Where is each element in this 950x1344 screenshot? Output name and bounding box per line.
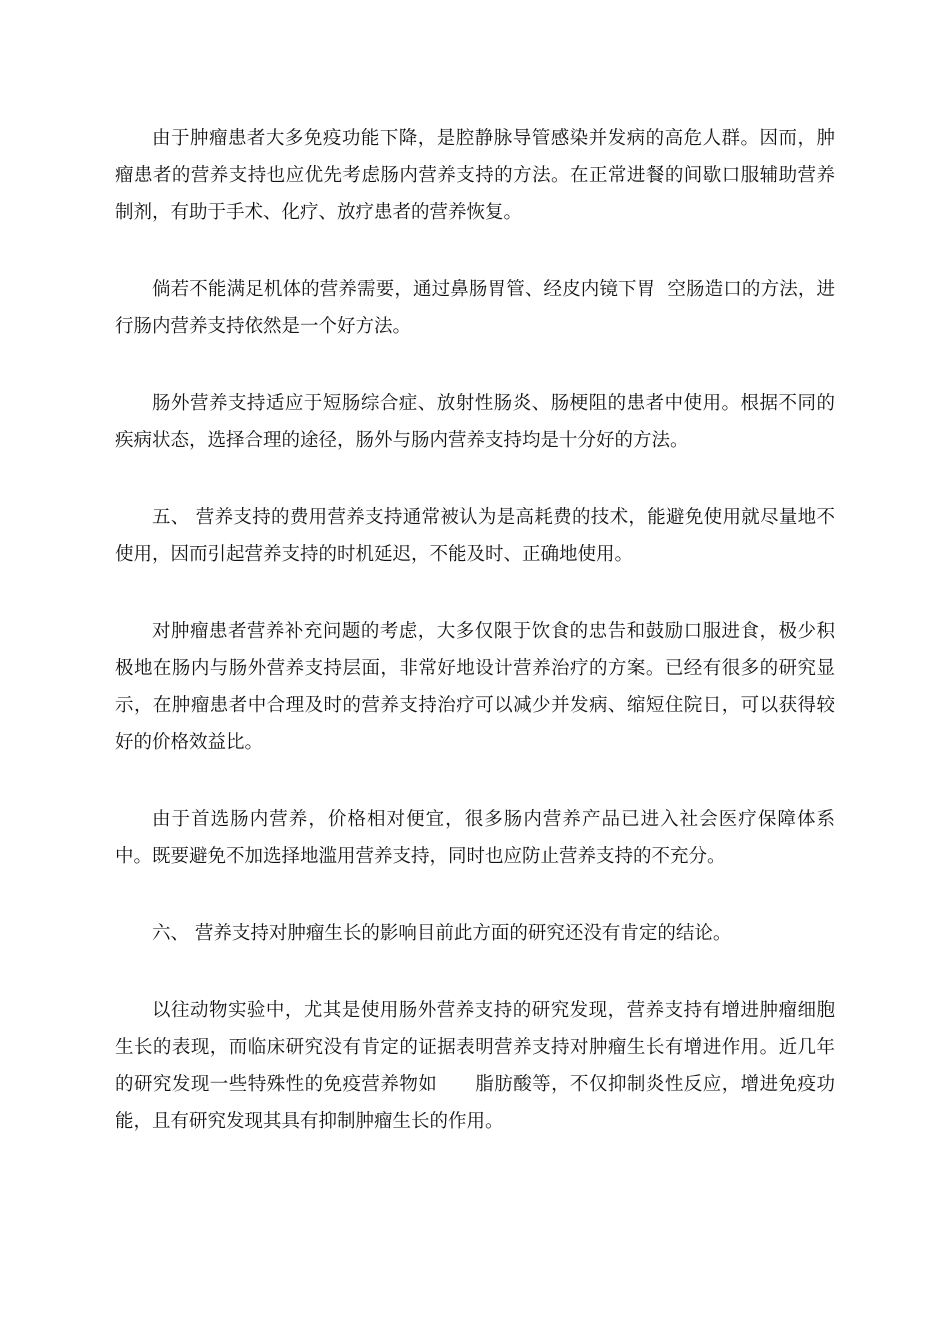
paragraph-gap (115, 459, 835, 499)
paragraph-gap (115, 952, 835, 992)
paragraph-gap (115, 875, 835, 915)
document-body (115, 120, 835, 1140)
paragraph-research: 以往动物实验中，尤其是使用肠外营养支持的研究发现，营养支持有增进肿瘤细胞生长的表现，而临床研究没有肯定的证据表明营养支持对肿瘤生长有增进作用。近几年的研究发现一些特殊性的免疫营养物如 脂肪酸等，不仅抑制炎性反应，增进免疫功能，且有研究发现其具有抑制肿瘤生长的作用。 (115, 1000, 835, 1132)
paragraph-gap (115, 573, 835, 613)
paragraph-insurance: 由于首选肠内营养，价格相对便宜，很多肠内营养产品已进入社会医疗保障体系中。既要避免不加选择地滥用营养支持，同时也应防止营养支持的不充分。 (115, 809, 835, 867)
section-six-tumor-growth: 六、 营养支持对肿瘤生长的影响目前此方面的研究还没有肯定的结论。 (152, 923, 732, 944)
paragraph-gap (115, 231, 835, 271)
paragraph-gap (115, 761, 835, 801)
section-five-cost: 五、 营养支持的费用营养支持通常被认为是高耗费的技术，能避免使用就尽量地不使用，因而引起营养支持的时机延迟，不能及时、正确地使用。 (115, 507, 835, 565)
paragraph-enteral-tube: 倘若不能满足机体的营养需要，通过鼻肠胃管、经皮内镜下胃 空肠造口的方法，进行肠内营养支持依然是一个好方法。 (115, 279, 835, 337)
paragraph-gap (115, 345, 835, 385)
paragraph-nutrition-plan: 对肿瘤患者营养补充问题的考虑，大多仅限于饮食的忠告和鼓励口服进食，极少积极地在肠内与肠外营养支持层面，非常好地设计营养治疗的方案。已经有很多的研究显示，在肿瘤患者中合理及时的营养支持治疗可以减少并发病、缩短住院日，可以获得较好的价格效益比。 (115, 621, 835, 753)
paragraph-parenteral: 肠外营养支持适应于短肠综合症、放射性肠炎、肠梗阻的患者中使用。根据不同的疾病状态，选择合理的途径，肠外与肠内营养支持均是十分好的方法。 (115, 393, 835, 451)
paragraph-immunity: 由于肿瘤患者大多免疫功能下降，是腔静脉导管感染并发病的高危人群。因而，肿瘤患者的营养支持也应优先考虑肠内营养支持的方法。在正常进餐的间歇口服辅助营养制剂，有助于手术、化疗、放疗患者的营养恢复。 (115, 128, 835, 223)
